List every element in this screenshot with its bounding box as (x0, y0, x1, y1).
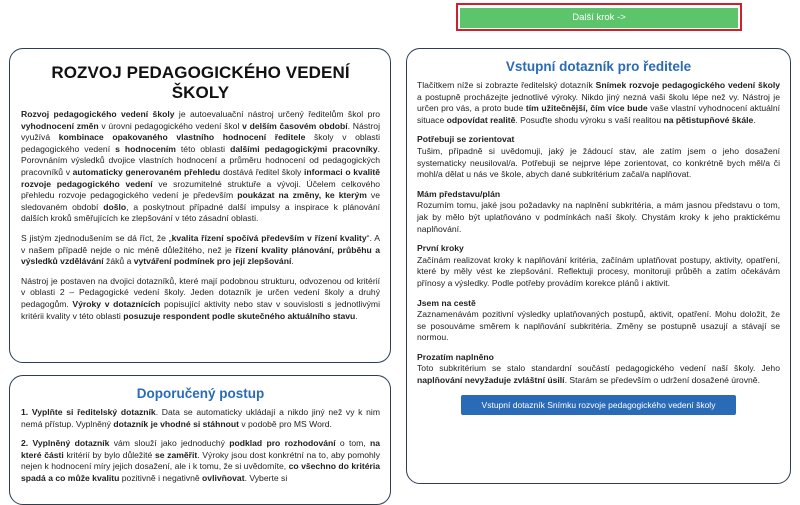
emphasis-text: vytváření podmínek pro její zlepšování (133, 256, 292, 267)
next-step-button[interactable]: Další krok -> (460, 8, 738, 28)
emphasis-text: ovlivňovat (202, 472, 245, 483)
text-segment: S jistým zjednodušením se dá říct, že „ (21, 232, 172, 243)
scale-level-2 (417, 189, 780, 235)
text-segment: . Výroky jsou dost konkrétní na to, aby pomohly nejen k hodnocení míry jejich dosažení, ale i k tomu, že si uvědomíte, (21, 449, 380, 472)
text-segment: Nástroj je postaven na dvojici dotazníků, které mají podobnou strukturu, odvozenou od kritérií v oblasti 2 – Pedagogické vedení školy. Jeden dotazník je určen vedení školy a druhý pedagogům. (21, 275, 380, 309)
scale-level-description: Rozumím tomu, jaké jsou požadavky na naplnění subkritéria, a mám jasnou představu o tom, jak by mělo být uplatňováno v podmínkách naší školy. Chystám kroky k jeho praktickému naplňování. (417, 200, 780, 234)
emphasis-text: na které části (21, 438, 380, 460)
recommended-procedure-title: Doporučený postup (136, 386, 265, 401)
text-segment: Tlačítkem níže si zobrazte ředitelský dotazník (417, 80, 596, 90)
emphasis-text: vyhodnocení změn (21, 120, 99, 131)
emphasis-text: v delším časovém období (242, 120, 348, 131)
scale-level-title: Potřebuji se zorientovat (417, 134, 515, 145)
text-segment: . Vyberte si (244, 472, 288, 483)
emphasis-text: Rozvoj pedagogického vedení školy (21, 109, 175, 119)
scale-level-description: Začínám realizovat kroky k naplňování kritéria, začínám uplatňovat postupy, aktivity, opatření, které by měly vést ke zlepšování. Reflektuji procesy, monitoruji průběh a zatím očekávám přínosy a výsledky. Podle potřeby provádím korekce plánů i aktivit. (417, 254, 780, 288)
procedure-step-2 (21, 438, 380, 484)
text-segment: Toto subkritérium se stalo standardní součástí pedagogického vedení naší školy. Jeho (417, 363, 780, 374)
emphasis-text: Snímek rozvoje pedagogického vedení školy (595, 80, 781, 90)
questionnaire-intro (417, 80, 780, 126)
emphasis-text: řízení kvality plánování, průběhu a výsledků vzdělávání (21, 244, 381, 267)
scale-level-3 (417, 243, 780, 289)
intro-paragraph-2 (21, 233, 380, 268)
text-segment: této oblasti (175, 143, 231, 154)
emphasis-text: informaci o kvalitě rozvoje pedagogického vedení (21, 166, 381, 189)
scale-level-description: Zaznamenávám pozitivní výsledky uplatňovaných postupů, aktivit, opatření. Mohu doložit, že se posouváme směrem k naplňování subkritéria. Změny se postupně usazují a stávají se normou. (417, 309, 780, 343)
text-segment: pozitivně i negativně (119, 472, 203, 483)
emphasis-text: na pětistupňové škále (663, 114, 754, 125)
emphasis-text: došlo (103, 201, 127, 212)
text-segment: popisující aktivity nebo stav v souvislosti s jednotlivými kritérii kvality v této oblasti (21, 298, 380, 321)
text-segment: vaše vlastní vyhodnocení aktuální situace (417, 103, 780, 125)
text-segment: . Starám se především o udržení dosažené úrovně. (564, 375, 760, 386)
text-segment: . (355, 310, 358, 321)
emphasis-text: tím užitečnější, čím více bude (525, 103, 648, 114)
scale-level-4 (417, 298, 780, 344)
text-segment: je autoevaluační nástroj určený ředitelům škol pro (174, 109, 380, 119)
text-segment: školy v oblasti pedagogického vedení (21, 132, 380, 154)
text-segment: dostává ředitel školy (220, 166, 305, 177)
text-segment: vám slouží jako jednoduchý (109, 438, 230, 449)
emphasis-text: poukázat na změny, ke kterým (237, 190, 367, 201)
intro-card (9, 48, 391, 363)
emphasis-text: kvalita řízení spočívá především v řízení kvality (171, 232, 367, 243)
recommended-procedure-card (9, 375, 391, 505)
scale-level-1 (417, 134, 780, 180)
emphasis-text: dalšími pedagogickými pracovníky (230, 143, 378, 154)
emphasis-text: podklad pro rozhodování (229, 438, 336, 449)
next-step-button-frame (456, 3, 742, 31)
questionnaire-title: Vstupní dotazník pro ředitele (505, 59, 692, 74)
emphasis-text: se zaměřit (154, 449, 198, 460)
text-segment: . Porovnáním výsledků dvojice vlastních hodnocení a průměru hodnocení od pedagogických pracovníků v (21, 143, 380, 177)
scale-level-title: První kroky (417, 243, 464, 254)
text-segment: . (753, 114, 756, 125)
text-segment: kritérií by bylo důležité (63, 449, 155, 460)
text-segment: . Data se automaticky ukládají a nikdo jiný než vy k nim nemá přístup. Vyplněný (21, 407, 380, 429)
scale-level-5 (417, 352, 780, 387)
text-segment: ve srozumitelné struktuře a vývoji. Účelem celkového přehledu rozvoje pedagogického vedení je především (21, 178, 381, 201)
emphasis-text: dotazník je vhodné si stáhnout (113, 418, 239, 429)
text-segment: žáků a (103, 256, 134, 267)
text-segment: a postupně procházejte jednotlivé výroky. Nikdo jiný nezná vaši školu lépe než vy. Nástroj je určen pro vás, a proto bude (417, 91, 780, 114)
emphasis-text: Výroky v dotaznících (72, 298, 161, 309)
text-segment: v podobě pro MS Word. (238, 418, 332, 429)
emphasis-text: automaticky generovaném přehledu (72, 166, 221, 177)
text-segment: o tom, (335, 438, 370, 449)
text-segment: v úrovni pedagogického vedení škol (98, 120, 243, 131)
director-questionnaire-card (406, 48, 791, 484)
open-questionnaire-button[interactable]: Vstupní dotazník Snímku rozvoje pedagogického vedení školy (461, 395, 736, 415)
emphasis-text: s hodnocením (115, 143, 176, 154)
text-segment: . Posuďte shodu výroku s vaší realitou (515, 114, 664, 125)
emphasis-text: 2. Vyplněný dotazník (21, 438, 110, 449)
intro-paragraph-3 (21, 276, 380, 322)
page-title: ROZVOJ PEDAGOGICKÉHO VEDENÍ ŠKOLY (51, 63, 350, 102)
text-segment: , a poskytnout případné další impulsy a inspirace k plánování dalších kroků směřujících ke zlepšování v této zásadní oblasti. (21, 201, 380, 224)
scale-level-title: Prozatím naplněno (417, 351, 494, 362)
scale-level-title: Mám představu/plán (417, 188, 501, 199)
emphasis-text: posuzuje respondent podle skutečného aktuálního stavu (123, 310, 356, 321)
emphasis-text: odpovídat realitě (446, 114, 516, 125)
text-segment: ve sledovaném období (21, 190, 380, 212)
text-segment: . Nástroj využívá (21, 120, 380, 143)
scale-level-title: Jsem na cestě (417, 297, 476, 308)
text-segment: “. A v našem případě nejde o nic méně důležitého, než je (21, 232, 380, 255)
emphasis-text: 1. Vyplňte si ředitelský dotazník (21, 407, 156, 417)
text-segment: . (291, 256, 294, 267)
scale-level-description (417, 363, 780, 386)
intro-paragraph-1 (21, 109, 380, 225)
procedure-step-1 (21, 407, 380, 430)
emphasis-text: naplňování nevyžaduje zvláštní úsilí (417, 375, 565, 386)
emphasis-text: kombinace opakovaného vlastního hodnocení ředitele (58, 132, 306, 143)
emphasis-text: co všechno do kritéria spadá a co může kvalitu (21, 461, 380, 483)
scale-level-description: Tušim, případně si uvědomuji, jaký je žádoucí stav, ale zatím jsem o jeho dosažení systematicky neusiloval/a. Potřebuji se nejprve lépe zorientovat, co konkrétně bych měl/a či mohl/a dělat u nás ve škole, abych dané subkritérium začal/a naplňovat. (417, 145, 780, 180)
